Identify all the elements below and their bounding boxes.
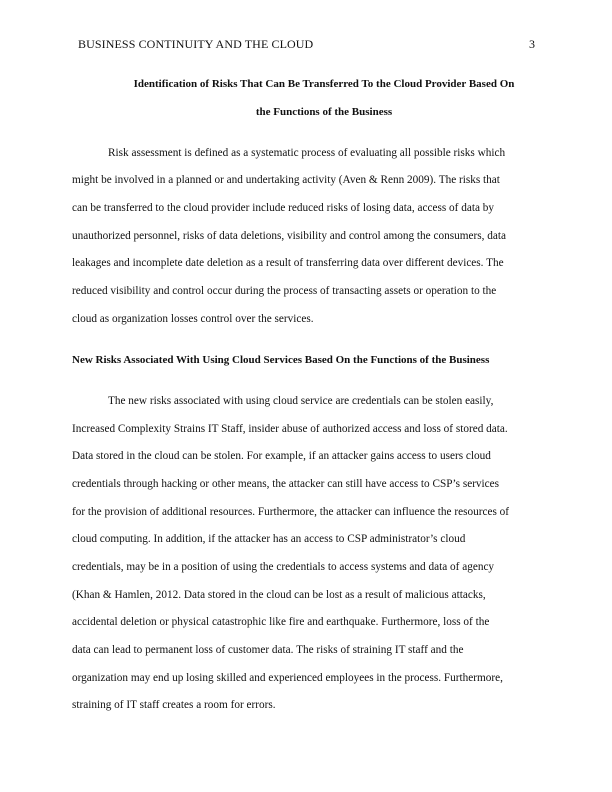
section-2-paragraph-line: straining of IT staff creates a room for errors. <box>72 699 276 711</box>
section-2-paragraph-line: for the provision of additional resources. Furthermore, the attacker can influence the resources of <box>72 506 510 518</box>
section-2-paragraph-line: data can lead to permanent loss of customer data. The risks of straining IT staff and the <box>72 644 464 656</box>
section-1-paragraph-line: reduced visibility and control occur during the process of transacting assets or operation to the <box>72 285 497 297</box>
section-2-paragraph-line: The new risks associated with using cloud service are credentials can be stolen easily, <box>108 395 494 407</box>
section-2-paragraph-line: accidental deletion or physical catastrophic like fire and earthquake. Furthermore, loss of the <box>72 616 490 628</box>
section-1-paragraph-line: can be transferred to the cloud provider include reduced risks of losing data, access of data by <box>72 202 495 214</box>
section-2-paragraph-line: Increased Complexity Strains IT Staff, insider abuse of authorized access and loss of stored data. <box>72 423 508 435</box>
section-1-heading-line-1: Identification of Risks That Can Be Transferred To the Cloud Provider Based On <box>133 78 515 90</box>
section-1-paragraph-line: unauthorized personnel, risks of data deletions, visibility and control among the consumers, data <box>72 230 506 242</box>
running-head: BUSINESS CONTINUITY AND THE CLOUD <box>78 37 314 51</box>
section-1-paragraph-line: cloud as organization losses control over the services. <box>72 313 314 325</box>
section-2-paragraph-line: organization may end up losing skilled and experienced employees in the process. Furthermore, <box>72 672 503 684</box>
section-2-paragraph-line: Data stored in the cloud can be stolen. For example, if an attacker gains access to users cloud <box>72 450 491 462</box>
section-1-paragraph-line: Risk assessment is defined as a systematic process of evaluating all possible risks which <box>108 147 506 159</box>
section-2-paragraph-line: cloud computing. In addition, if the attacker has an access to CSP administrator’s cloud <box>72 533 466 545</box>
section-2-paragraph-line: credentials, may be in a position of using the credentials to access systems and data of agency <box>72 561 495 573</box>
section-2-paragraph-line: credentials through hacking or other means, the attacker can still have access to CSP’s services <box>72 478 500 490</box>
page-number: 3 <box>529 37 535 51</box>
section-2-paragraph-line: (Khan & Hamlen, 2012. Data stored in the cloud can be lost as a result of malicious attacks, <box>72 589 486 601</box>
section-1-heading-line-2: the Functions of the Business <box>255 106 393 118</box>
section-1-paragraph-line: might be involved in a planned or and undertaking activity (Aven & Renn 2009). The risks that <box>72 174 500 186</box>
section-1-paragraph-line: leakages and incomplete date deletion as a result of transferring data over different devices. The <box>72 257 504 269</box>
section-2-heading: New Risks Associated With Using Cloud Services Based On the Functions of the Business <box>72 354 490 366</box>
